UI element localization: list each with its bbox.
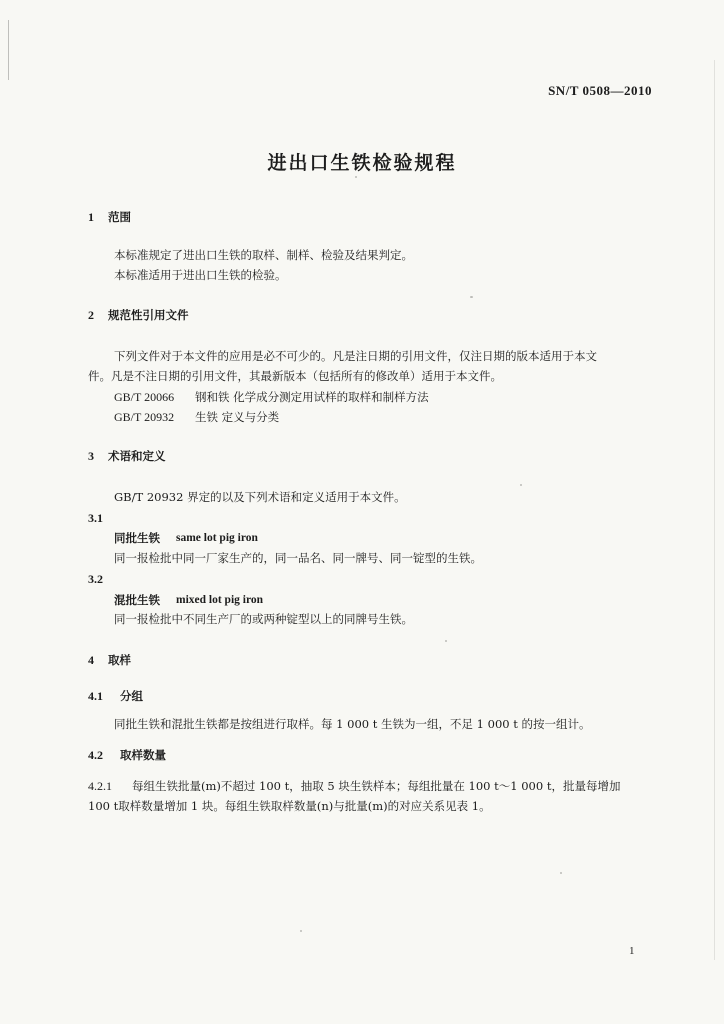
scan-speck [470,296,473,298]
subsection-number: 4.2 [88,748,103,762]
section-2-paragraph-line: 下列文件对于本文件的应用是必不可少的。凡是注日期的引用文件，仅注日期的版本适用于本文 [114,349,597,363]
term-english: mixed lot pig iron [176,594,264,606]
reference-title: 生铁 定义与分类 [195,410,280,424]
section-1-number: 1 [88,210,94,224]
scan-speck [445,640,447,642]
reference-title: 钢和铁 化学成分测定用试样的取样和制样方法 [195,390,429,404]
standard-code: SN/T 0508—2010 [548,83,652,98]
term-number: 3.1 [88,511,103,525]
section-3-intro: GB/T 20932 界定的以及下列术语和定义适用于本文件。 [114,490,406,504]
clause-line: 100 t取样数量增加 1 块。每组生铁取样数量(n)与批量(m)的对应关系见表 1。 [88,799,491,813]
subsection-text: 同批生铁和混批生铁都是按组进行取样。每 1 000 t 生铁为一组，不足 1 000 t 的按一组计。 [114,717,591,731]
section-1-paragraph: 本标准适用于进出口生铁的检验。 [114,268,287,282]
subsection-heading: 分组 [120,689,143,703]
section-4-heading: 取样 [108,653,131,667]
scan-edge-mark [8,20,9,80]
term-chinese: 同批生铁 [114,531,160,545]
section-3-number: 3 [88,449,94,463]
page-number: 1 [629,945,635,957]
document-title: 进出口生铁检验规程 [267,152,457,174]
term-number: 3.2 [88,572,103,586]
section-2-paragraph-line: 件。凡是不注日期的引用文件，其最新版本（包括所有的修改单）适用于本文件。 [88,369,502,383]
scan-speck [300,930,302,932]
section-2-number: 2 [88,308,94,322]
scan-speck [560,872,562,874]
term-definition: 同一报检批中不同生产厂的或两种锭型以上的同牌号生铁。 [114,612,413,626]
section-3-heading: 术语和定义 [108,449,166,463]
scan-speck [355,176,357,178]
subsection-heading: 取样数量 [120,748,166,762]
clause-line: 每组生铁批量(m)不超过 100 t，抽取 5 块生铁样本；每组批量在 100 t～1 000 t，批量每增加 [132,779,621,793]
scan-edge-mark [714,60,715,960]
subsection-number: 4.1 [88,689,103,703]
section-1-paragraph: 本标准规定了进出口生铁的取样、制样、检验及结果判定。 [114,248,413,262]
clause-number: 4.2.1 [88,779,112,793]
reference-code: GB/T 20066 [114,390,175,404]
term-definition: 同一报检批中同一厂家生产的，同一品名、同一牌号、同一锭型的生铁。 [114,551,482,565]
section-4-number: 4 [88,653,94,667]
term-english: same lot pig iron [176,532,258,544]
section-2-heading: 规范性引用文件 [108,308,189,322]
section-1-heading: 范围 [108,210,131,224]
scan-speck [520,484,522,486]
reference-code: GB/T 20932 [114,410,175,424]
term-chinese: 混批生铁 [114,593,160,607]
